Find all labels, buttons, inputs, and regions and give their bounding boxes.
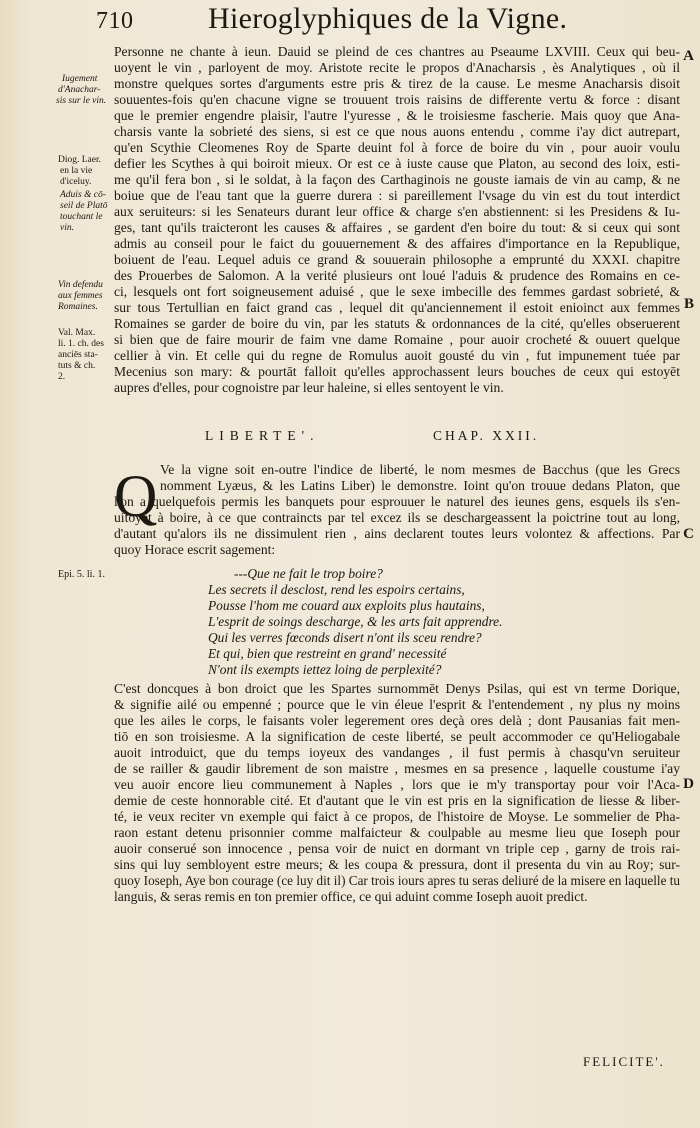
page-header: [96, 2, 696, 40]
text-line: quoy Ioseph, Aye bon courage (ce luy dit il) Car trois iours apres tu seras deliuré de la misere en laquelle tu: [114, 873, 680, 888]
text-line: nomment Lyæus, & les Latins Liber) le demonstre. Ioint qu'on trouue dedans Platon, que: [160, 478, 680, 493]
drop-cap: Q: [114, 463, 158, 529]
text-line: charsis vante la sobrieté des siens, si est ce que nous auons entendu , comme i'ay dict autrepart,: [114, 124, 680, 139]
text-line: que les ailes le corps, le faisants voler legerement ores deçà ores delà ; dont Pausanias fait men-: [114, 713, 680, 728]
verse-line: L'esprit de soings descharge, & les arts fait apprendre.: [208, 614, 503, 629]
text-line: ci, lesquels ont fort soigneusement aduisé , que le sexe imbecille des femmes gardast sobrieté, &: [114, 284, 680, 299]
text-line: boiuent de l'eau. Lequel aduis ce grand & souuerain philosophe a emprunté du XXXI. chapitre: [114, 252, 680, 267]
text-line: languis, & seras remis en ton premier office, ce qui aduint comme Ioseph auoit predict.: [114, 889, 588, 904]
text-line: monstre quelques sortes d'arguments estre pris & tirez de la cause. Le mesme Anacharsis disoit: [114, 76, 680, 91]
text-line: auoir conserué son innocence , pensa voir de nuict en dormant vn triple cep , garny de trois rai-: [114, 841, 680, 856]
text-line: que le premier engendre plaisir, l'autre l'yuresse , & le troisiesme fascherie. Mais quoy que Ana-: [114, 108, 680, 123]
side-letter-d: D: [683, 776, 694, 792]
margin-note: li. 1. ch. des: [58, 339, 104, 349]
text-line: cellier à vin. Et celle qui du regne de Romulus auoit gousté du vin , fut impunement tuée par: [114, 348, 680, 363]
margin-note: sis sur le vin.: [56, 96, 107, 106]
text-line: aux seruiteurs: si les Senateurs durant leur office & charge s'en abstiennent: si les Presidens & Iu-: [114, 204, 680, 219]
page-number: 710: [96, 8, 134, 34]
margin-note: en la vie: [60, 166, 93, 176]
margin-note: Romaines.: [58, 302, 98, 312]
text-line: si bien que de faire mourir de faim vne dame Romaine , pour auoir crocheté & ouuert quelque: [114, 332, 680, 347]
margin-note: Vin defendu: [58, 280, 103, 290]
text-line: veu auoir encore lieu communement à Naples , lors que ie m'y transportay pour voir l'Aca-: [114, 777, 680, 792]
side-letter-c: C: [683, 526, 694, 542]
margin-note: Iugement: [62, 74, 98, 84]
margin-note: Epi. 5. li. 1.: [58, 569, 105, 580]
margin-note: 2.: [58, 372, 66, 382]
text-line: aupres d'elles, pour cognoistre par leur haleine, si elles sentoyent le vin.: [114, 380, 504, 395]
text-line: d'autant qu'alors ils ne dissimulent rien , ains declarent toutes leurs volontez & affections. Par: [114, 526, 680, 541]
text-line: Romaines se garder de boire du vin, par les statuts & ordonnances de la cité, qu'elles obseruerent: [114, 316, 680, 331]
margin-note: Diog. Laer.: [58, 155, 102, 165]
margin-note: aux femmes: [58, 291, 103, 301]
text-line: des Prouerbes de Salomon. A la verité plusieurs ont loué l'aduis & prudence des Romains en ce-: [114, 268, 680, 283]
text-line: C'est doncques à bon droict que les Spartes surnommēt Denys Psilas, qui est vn terme Dorique,: [114, 681, 680, 696]
text-line: té, ie veux reciter vn exemple qui faict à ce propos, de l'histoire de Moyse. Le sommelier de Pha-: [114, 809, 680, 824]
text-line: auoit introduict, que du temps ioyeux des vandanges , il fust permis à chasqu'vn seruiteur: [114, 745, 680, 760]
margin-note: seil de Platō: [60, 201, 108, 211]
text-line: admis au conseil pour le faict du gouuernement & des affaires d'importance en la Republique,: [114, 236, 680, 251]
text-line: & signifie ailé ou empenné ; pource que le vin éleue l'esprit & l'entendement , ny plus ny moins: [114, 697, 680, 712]
chapter-heading: [205, 428, 565, 444]
text-line: defier les Scythes à qui boiroit mieux. Or est ce à iuste cause que Platon, au second des loix, esti-: [114, 156, 680, 171]
running-title: Hieroglyphiques de la Vigne.: [208, 2, 568, 35]
text-line: qu'en Scythie Cleomenes Roy de Sparte deuint fol à force de boire du vin , pour auoir voulu: [114, 140, 680, 155]
text-line: demie de ceste honnorable cité. Et d'autant que le vin est pris en la signification de liesse & liber-: [114, 793, 680, 808]
verse-line: Et qui, bien que restreint en grand' necessité: [208, 646, 447, 661]
margin-note: d'iceluy.: [60, 177, 92, 187]
margin-note: d'Anachar-: [58, 85, 101, 95]
margin-note: touchant le: [60, 212, 103, 222]
margin-note: Aduis & cō-: [60, 190, 106, 200]
catchword: FELICITE'.: [583, 1054, 665, 1069]
verse-line: N'ont ils exempts iettez loing de perplexité?: [208, 662, 442, 677]
verse-line: ---Que ne fait le trop boire?: [234, 566, 383, 581]
text-line: uoyent le vin , parloyent de moy. Aristote recite le propos d'Anacharsis , ès Analytiques , où il: [114, 60, 680, 75]
text-line: boiue que de l'eau tant que la guerre durera : si pareillement l'vsage du vin est du tout interdict: [114, 188, 680, 203]
chapter-number: CHAP. XXII.: [433, 428, 540, 443]
text-line: de se railler & gaudir librement de son maistre , mesmes en sa presence , laquelle coustume i'ay: [114, 761, 680, 776]
margin-note: anciēs sta-: [58, 350, 98, 360]
verse-line: Les secrets il desclost, rend les espoirs certains,: [208, 582, 465, 597]
text-line: souuentes-fois qu'en chacune vigne se trouuent trois raisins de differente vertu & force : disant: [114, 92, 680, 107]
text-line: sur tous Tertullian en faict grand cas , lequel dit qu'anciennement il estoit enioinct aux femmes: [114, 300, 680, 315]
text-line: Mecenius son mary: & pourtāt falloit qu'elles approchassent leurs bouches de ceux qui estoyēt: [114, 364, 680, 379]
text-line: uitoyēt à boire, à ce que contraincts par tel excez ils se deschargeassent la poictrine tout au long,: [114, 510, 680, 525]
side-letter-a: A: [683, 48, 694, 64]
text-line: me qu'il fera bon , si le soldat, à la façon des Carthaginois ne gouste iamais de vin au camp, & ne: [114, 172, 680, 187]
text-line: l'on a quelquefois permis les banquets pour esprouuer le naturel des ieunes gens, esquels ils s'en-: [114, 494, 680, 509]
verse-line: Qui les verres fœconds disert n'ont ils sceu rendre?: [208, 630, 482, 645]
text-line: quoy Horace escrit sagement:: [114, 542, 276, 557]
verse-line: Pousse l'hom me couard aux exploits plus hautains,: [208, 598, 485, 613]
margin-note: tuts & ch.: [58, 361, 96, 371]
margin-note: vin.: [60, 223, 74, 233]
text-line: tiō en son troisiesme. A la signification de ceste liberté, se peult accommoder ce qu'Heliogabale: [114, 729, 680, 744]
chapter-title: LIBERTE'.: [205, 428, 320, 443]
text-line: raon estant detenu prisonnier comme malfaicteur & coulpable au mesme lieu que Ioseph pour: [114, 825, 680, 840]
margin-note: Val. Max.: [58, 328, 96, 338]
side-letter-b: B: [683, 296, 694, 312]
text-line: ges, tant qu'ils traicteront les causes & affaires , se gardent d'en boire du tout: & si ceux qui sont: [114, 220, 680, 235]
text-line: sins qui luy sembloyent estre meurs; & les coupa & pressura, dont il presenta du vin au Roy; sur-: [114, 857, 680, 872]
text-line: Personne ne chante à ieun. Dauid se pleind de ces chantres au Pseaume LXVIII. Ceux qui beu-: [114, 44, 680, 59]
text-line: Ve la vigne soit en-outre l'indice de liberté, le nom mesmes de Bacchus (que les Grecs: [160, 462, 680, 477]
